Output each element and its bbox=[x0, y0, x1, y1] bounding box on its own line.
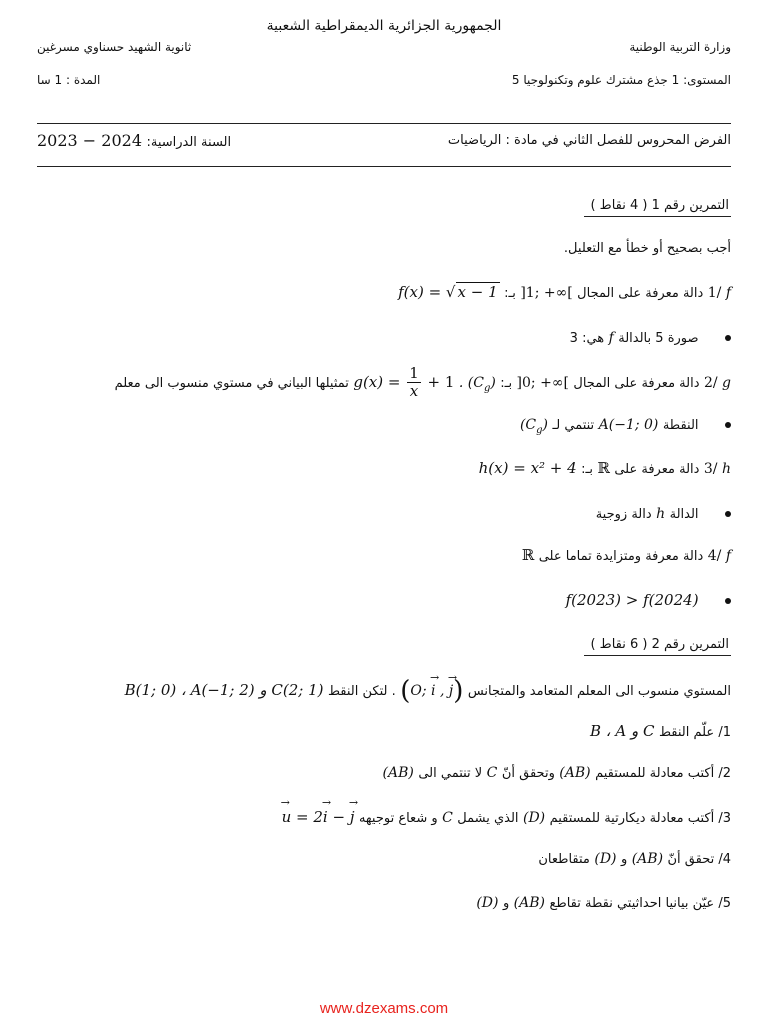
ex2-q2-ab1: (AB) bbox=[559, 765, 591, 781]
exercise1-q3 bbox=[479, 459, 731, 477]
exercise2-q2 bbox=[383, 765, 731, 781]
ex2-q3-a: 3/ أكتب معادلة ديكارتية للمستقيم bbox=[549, 811, 731, 826]
bottom-divider bbox=[37, 166, 731, 167]
exercise1-title: التمرين رقم 1 ( 4 نقاط ) bbox=[584, 198, 731, 217]
bullet-dot bbox=[725, 598, 731, 604]
q1-f: f bbox=[725, 285, 731, 301]
q3-bullet-text: الدالة bbox=[669, 507, 699, 522]
ex2-q4-ab: (AB) bbox=[631, 851, 664, 867]
q1-formula: f(x) = √ x − 1 bbox=[398, 283, 498, 301]
q2-bullet-coord: A(−1; 0) bbox=[598, 417, 659, 433]
ex2-q3-d: (D) bbox=[523, 810, 546, 826]
q2-formula: g(x) = $\frac{1}{x}$ + 1 bbox=[353, 364, 455, 400]
ex2-q1-points: C و B ، A bbox=[589, 722, 655, 740]
exercise1-q4-bullet bbox=[566, 591, 731, 609]
watermark-link[interactable]: www.dzexams.com bbox=[319, 1000, 449, 1017]
exercise1-q2-bullet bbox=[520, 417, 731, 436]
school-year-label: السنة الدراسية: bbox=[146, 135, 232, 150]
bullet-dot bbox=[725, 335, 731, 341]
exercise1-instruction: أجب بصحيح أو خطأ مع التعليل. bbox=[563, 241, 731, 256]
q2-tail: تمثيلها البياني في مستوي منسوب الى معلم bbox=[114, 376, 349, 391]
exercise2-q3 bbox=[282, 808, 731, 826]
q1-interval: ]1; +∞[ bbox=[520, 285, 573, 301]
republic-title: الجمهورية الجزائرية الديمقراطية الشعبية bbox=[266, 18, 502, 34]
q2-bullet-cg: $(C_g)$ bbox=[519, 417, 548, 436]
q2-number: 2/ bbox=[703, 375, 718, 391]
duration-label: المدة : 1 سا bbox=[37, 73, 101, 87]
exam-title: الفرض المحروس للفصل الثاني في مادة : الرياضيات bbox=[447, 133, 731, 148]
bullet-dot bbox=[725, 422, 731, 428]
q1-bullet-end: هي: 3 bbox=[569, 331, 605, 346]
q4-number: 4/ bbox=[707, 548, 722, 564]
school-year bbox=[37, 131, 231, 150]
q2-by: بـ: bbox=[500, 376, 513, 391]
q2-bullet-point: النقطة bbox=[662, 418, 699, 433]
q2-g: g bbox=[722, 375, 731, 391]
exercise2-q4 bbox=[538, 851, 731, 867]
q3-number: 3/ bbox=[703, 461, 718, 477]
q1-bullet-f: f bbox=[608, 330, 614, 346]
ex2-q2-a: 2/ أكتب معادلة للمستقيم bbox=[595, 766, 731, 781]
q1-number: 1/ bbox=[707, 285, 722, 301]
ex2-q4-a: 4/ تحقق أنّ bbox=[667, 852, 731, 867]
ex2-q3-b: الذي يشمل bbox=[457, 811, 519, 826]
ex2-q3-vector: → u = 2→ i − → j bbox=[282, 808, 355, 826]
q3-formula: h(x) = x² + 4 bbox=[478, 459, 577, 477]
q4-bullet-formula: f(2023) > f(2024) bbox=[565, 591, 699, 609]
q4-f: f bbox=[725, 548, 731, 564]
q3-h: h bbox=[721, 461, 731, 477]
exercise2-q1 bbox=[590, 722, 731, 740]
q2-cg: . $(C_g)$ bbox=[458, 375, 496, 394]
ex2-q3-c: C bbox=[442, 810, 453, 826]
ex2-q2-c-text: لا تنتمي الى bbox=[418, 766, 483, 781]
bullet-dot bbox=[725, 511, 731, 517]
q4-text: دالة معرفة ومتزايدة تماما على bbox=[538, 549, 704, 564]
q1-text: دالة معرفة على المجال bbox=[577, 286, 704, 301]
level-label: المستوى: 1 جذع مشترك علوم وتكنولوجيا 5 bbox=[511, 73, 731, 87]
school-year-value: 2023 − 2024 bbox=[37, 131, 143, 150]
ex2-q5-ab: (AB) bbox=[513, 895, 545, 911]
ex2-q3-c-text: و شعاع توجيهه bbox=[358, 811, 438, 826]
q3-bullet-h: h bbox=[656, 506, 666, 522]
exercise1-q3-bullet bbox=[596, 506, 731, 522]
exercise2-q5 bbox=[476, 895, 731, 911]
q1-by: بـ: bbox=[504, 286, 516, 301]
ex2-q2-c: C bbox=[486, 765, 498, 781]
ex2-q4-b: و bbox=[620, 852, 628, 867]
ministry-label: وزارة التربية الوطنية bbox=[629, 40, 731, 54]
ex2-intro-a: المستوي منسوب الى المعلم المتعامد والمتجانس bbox=[467, 684, 731, 699]
top-divider bbox=[37, 123, 731, 124]
q3-bullet-end: دالة زوجية bbox=[595, 507, 652, 522]
exercise1-q2 bbox=[115, 365, 731, 400]
q3-text: دالة معرفة على bbox=[614, 462, 700, 477]
q3-by: بـ: bbox=[581, 462, 593, 477]
q2-interval: ]0; +∞[ bbox=[516, 375, 569, 391]
exercise2-intro bbox=[125, 676, 731, 706]
ex2-frame: (O; → i , → j) bbox=[400, 683, 463, 699]
exercise1-q1-bullet bbox=[570, 330, 731, 346]
exercise1-q4 bbox=[522, 546, 731, 564]
q2-text: دالة معرفة على المجال bbox=[573, 376, 700, 391]
q3-reals: ℝ bbox=[597, 459, 610, 477]
school-label: ثانوية الشهيد حسناوي مسرغين bbox=[37, 40, 192, 54]
ex2-intro-b: . لتكن النقط bbox=[327, 684, 396, 699]
q4-reals: ℝ bbox=[521, 546, 535, 564]
exercise2-title: التمرين رقم 2 ( 6 نقاط ) bbox=[584, 637, 731, 656]
ex2-q5-a: 5/ عيّن بيانيا احداثيتي نقطة تقاطع bbox=[549, 896, 731, 911]
q2-bullet-text: تنتمي لـ bbox=[552, 418, 595, 433]
q2-fraction: $\frac{1}{x}$ bbox=[409, 364, 419, 400]
ex2-intro-points: C(2; 1) و B(1; 0) ، A(−1; 2) bbox=[124, 681, 324, 699]
exercise1-q1 bbox=[398, 283, 731, 301]
q1-bullet-text: صورة 5 بالدالة bbox=[618, 331, 699, 346]
ex2-q4-d: (D) bbox=[594, 851, 617, 867]
ex2-q5-b: و bbox=[502, 896, 510, 911]
ex2-q5-d: (D) bbox=[476, 895, 499, 911]
ex2-q2-ab2: (AB) bbox=[382, 765, 414, 781]
ex2-q4-c: متقاطعان bbox=[538, 852, 590, 867]
ex2-q1: 1/ علّم النقط bbox=[658, 725, 731, 740]
ex2-q2-b: وتحقق أنّ bbox=[501, 766, 555, 781]
